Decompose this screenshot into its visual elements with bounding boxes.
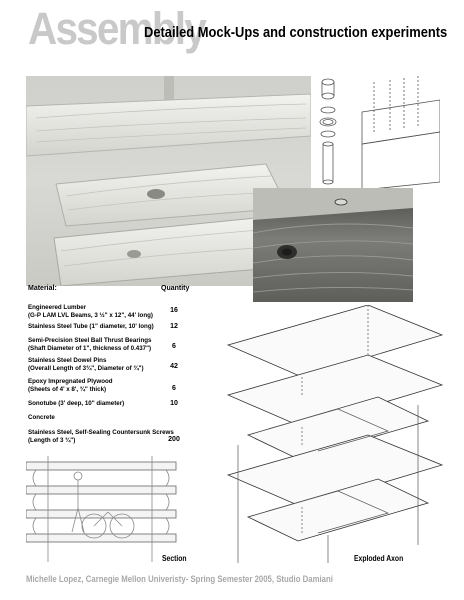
material-qty: 12 bbox=[170, 323, 178, 330]
material-qty: 6 bbox=[172, 385, 176, 392]
material-qty: 42 bbox=[170, 363, 178, 370]
material-item: Engineered Lumber (G-P LAM LVL Beams, 3 ½" x 12", 44' long) bbox=[28, 304, 153, 319]
material-item: Stainless Steel Dowel Pins (Overall Length of 3¾", Diameter of ¾") bbox=[28, 357, 144, 372]
material-item: Concrete bbox=[28, 414, 55, 421]
material-item: Stainless Steel, Self-Sealing Countersunk Screws (Length of 3 ¾") bbox=[28, 429, 174, 444]
exploded-axon-caption: Exploded Axon bbox=[354, 554, 404, 563]
section-drawing bbox=[26, 452, 186, 562]
exploded-axon-drawing bbox=[218, 305, 446, 563]
wood-closeup-graphic bbox=[253, 188, 413, 302]
material-qty: 16 bbox=[170, 307, 178, 314]
material-column-header: Material: bbox=[28, 285, 57, 292]
material-item: Sonotube (3' deep, 10" diameter) bbox=[28, 400, 125, 407]
material-item: Semi-Precision Steel Ball Thrust Bearings (Shaft Diameter of 1", thickness of 0.437") bbox=[28, 337, 152, 352]
material-item: Stainless Steel Tube (1" diameter, 10' long) bbox=[28, 323, 154, 330]
dowel-bearing-sketch bbox=[312, 72, 440, 190]
exploded-axon-graphic bbox=[218, 305, 446, 563]
material-qty: 10 bbox=[170, 400, 178, 407]
footer-credit: Michelle Lopez, Carnegie Mellon Univeristy- Spring Semester 2005, Studio Damiani bbox=[26, 574, 333, 585]
section-caption: Section bbox=[162, 554, 187, 563]
material-qty: 200 bbox=[168, 436, 180, 443]
material-qty: 6 bbox=[172, 343, 176, 350]
quantity-column-header: Quantity bbox=[161, 285, 190, 292]
material-item: Epoxy Impregnated Plywood (Sheets of 4' x 8', ¾" thick) bbox=[28, 378, 113, 393]
hardware-detail-drawing bbox=[312, 72, 440, 190]
closeup-photo bbox=[253, 188, 413, 302]
page-subtitle: Detailed Mock-Ups and construction experiments bbox=[144, 24, 448, 41]
page-title: Assembly bbox=[28, 3, 205, 54]
section-graphic bbox=[26, 452, 186, 562]
